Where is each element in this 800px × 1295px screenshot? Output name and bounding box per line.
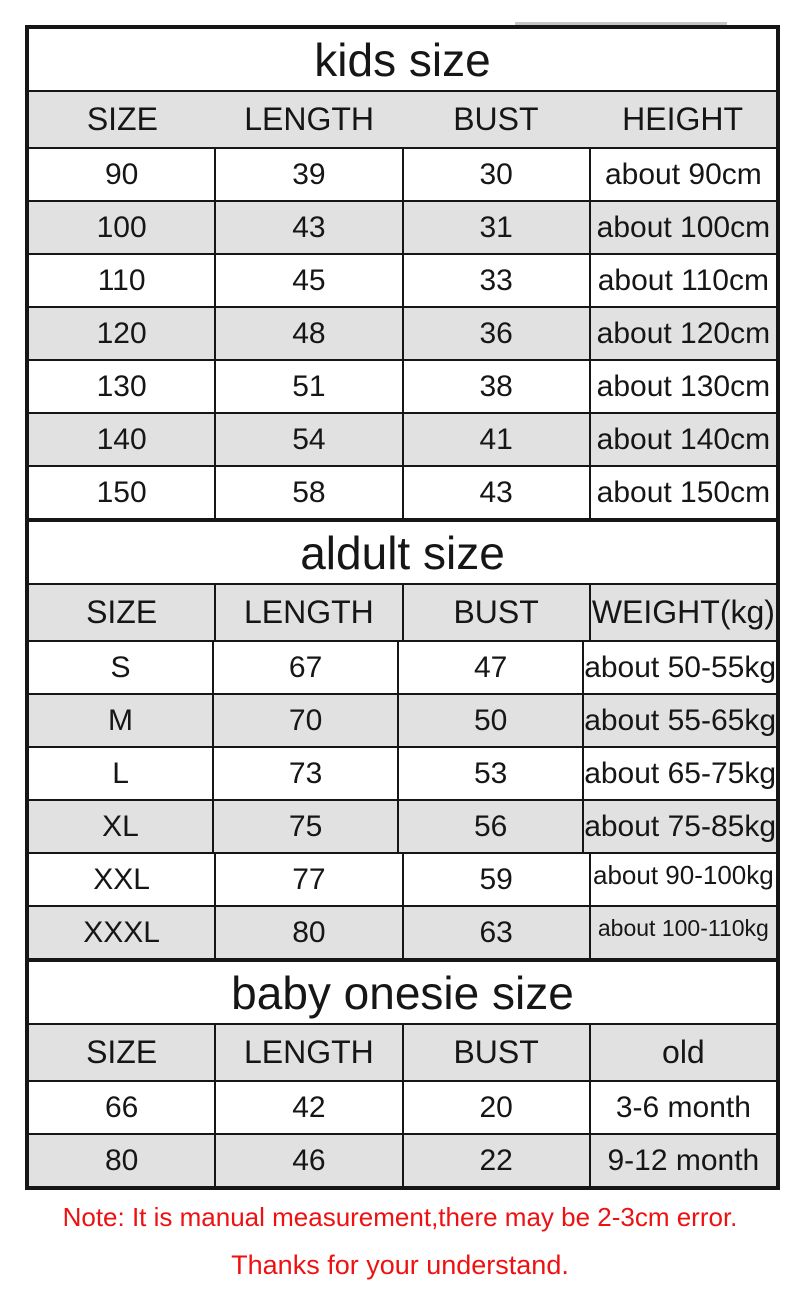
table-cell: about 110cm [589, 255, 776, 306]
column-header: LENGTH [244, 101, 375, 137]
table-cell: 33 [402, 255, 589, 306]
table-row [29, 200, 776, 253]
table-cell: 58 [214, 467, 401, 518]
table-row [29, 746, 776, 799]
table-cell: 120 [96, 316, 147, 350]
table-cell: XXL [93, 862, 150, 896]
section-kids [29, 29, 776, 518]
table-row [29, 465, 776, 518]
table-row [29, 799, 776, 852]
table-row [29, 306, 776, 359]
table-cell: 38 [402, 361, 589, 412]
table-row [29, 1133, 776, 1186]
table-row [29, 147, 776, 200]
table-cell: about 100cm [589, 202, 776, 253]
table-cell: 63 [402, 907, 589, 958]
table-cell: M [108, 703, 134, 737]
table-row [29, 359, 776, 412]
table-cell: XXXL [83, 915, 160, 949]
table-row [29, 412, 776, 465]
table-cell: 70 [212, 695, 397, 746]
table-cell: 100 [96, 210, 147, 244]
thanks-note: Thanks for your understand. [231, 1250, 569, 1280]
table-cell: about 120cm [589, 308, 776, 359]
table-cell: 46 [214, 1135, 401, 1186]
table-cell: S [110, 650, 131, 684]
table-cell: 9-12 month [589, 1135, 776, 1186]
table-row [29, 1080, 776, 1133]
table-cell: about 75-85kg [582, 801, 776, 852]
table-cell: about 65-75kg [582, 748, 776, 799]
table-cell: 42 [214, 1082, 401, 1133]
table-cell: about 90cm [589, 149, 776, 200]
column-header: old [589, 1025, 776, 1080]
table-cell: 77 [214, 854, 401, 905]
table-cell: 43 [214, 202, 401, 253]
table-cell: 50 [397, 695, 582, 746]
table-cell: 67 [212, 642, 397, 693]
table-cell: 80 [104, 1143, 139, 1177]
table-cell: 54 [214, 414, 401, 465]
table-cell: about 55-65kg [582, 695, 776, 746]
table-cell: L [112, 756, 129, 790]
table-cell: 59 [402, 854, 589, 905]
section-baby [29, 958, 776, 1186]
column-header: HEIGHT [622, 101, 744, 137]
column-header: WEIGHT(kg) [589, 585, 776, 640]
table-cell: 80 [214, 907, 401, 958]
size-chart [25, 25, 780, 1190]
table-cell: 39 [214, 149, 401, 200]
table-cell: 110 [97, 263, 146, 297]
table-cell: about 90-100kg [589, 854, 776, 905]
table-cell: 41 [402, 414, 589, 465]
table-row [29, 852, 776, 905]
table-cell: about 100-110kg [589, 907, 776, 958]
table-cell: 36 [402, 308, 589, 359]
table-cell: about 130cm [589, 361, 776, 412]
table-cell: about 150cm [589, 467, 776, 518]
section-title-adult: aldult size [29, 518, 776, 583]
table-cell: 3-6 month [589, 1082, 776, 1133]
table-cell: 90 [104, 157, 139, 191]
table-cell: 75 [212, 801, 397, 852]
table-cell: about 50-55kg [582, 642, 776, 693]
column-header: SIZE [86, 101, 158, 137]
table-cell: 53 [397, 748, 582, 799]
column-header: BUST [402, 1025, 589, 1080]
table-cell: 45 [214, 255, 401, 306]
table-cell: 56 [397, 801, 582, 852]
section-title-baby: baby onesie size [29, 958, 776, 1023]
table-cell: 130 [96, 369, 147, 403]
column-header: BUST [402, 585, 589, 640]
table-row [29, 253, 776, 306]
section-title-kids: kids size [314, 33, 491, 86]
table-cell: 66 [104, 1090, 139, 1124]
table-cell: 150 [96, 475, 147, 509]
table-cell: XL [102, 809, 139, 843]
section-adult [29, 518, 776, 958]
table-cell: 22 [402, 1135, 589, 1186]
measurement-note: Note: It is manual measurement,there may be 2-3cm error. [62, 1202, 738, 1232]
table-row [29, 693, 776, 746]
table-cell: 20 [402, 1082, 589, 1133]
table-cell: 31 [402, 202, 589, 253]
column-header: SIZE [86, 594, 158, 630]
column-header: LENGTH [214, 1025, 401, 1080]
column-header: SIZE [86, 1034, 158, 1070]
column-header: LENGTH [214, 585, 401, 640]
header-row [29, 90, 776, 147]
table-cell: 48 [214, 308, 401, 359]
header-row [29, 583, 776, 640]
table-cell: 30 [402, 149, 589, 200]
table-row [29, 905, 776, 958]
header-row [29, 1023, 776, 1080]
table-cell: 51 [214, 361, 401, 412]
column-header: BUST [453, 101, 539, 137]
table-row [29, 640, 776, 693]
table-cell: 47 [397, 642, 582, 693]
table-cell: 43 [402, 467, 589, 518]
table-cell: 140 [96, 422, 147, 456]
table-cell: 73 [212, 748, 397, 799]
table-cell: about 140cm [589, 414, 776, 465]
